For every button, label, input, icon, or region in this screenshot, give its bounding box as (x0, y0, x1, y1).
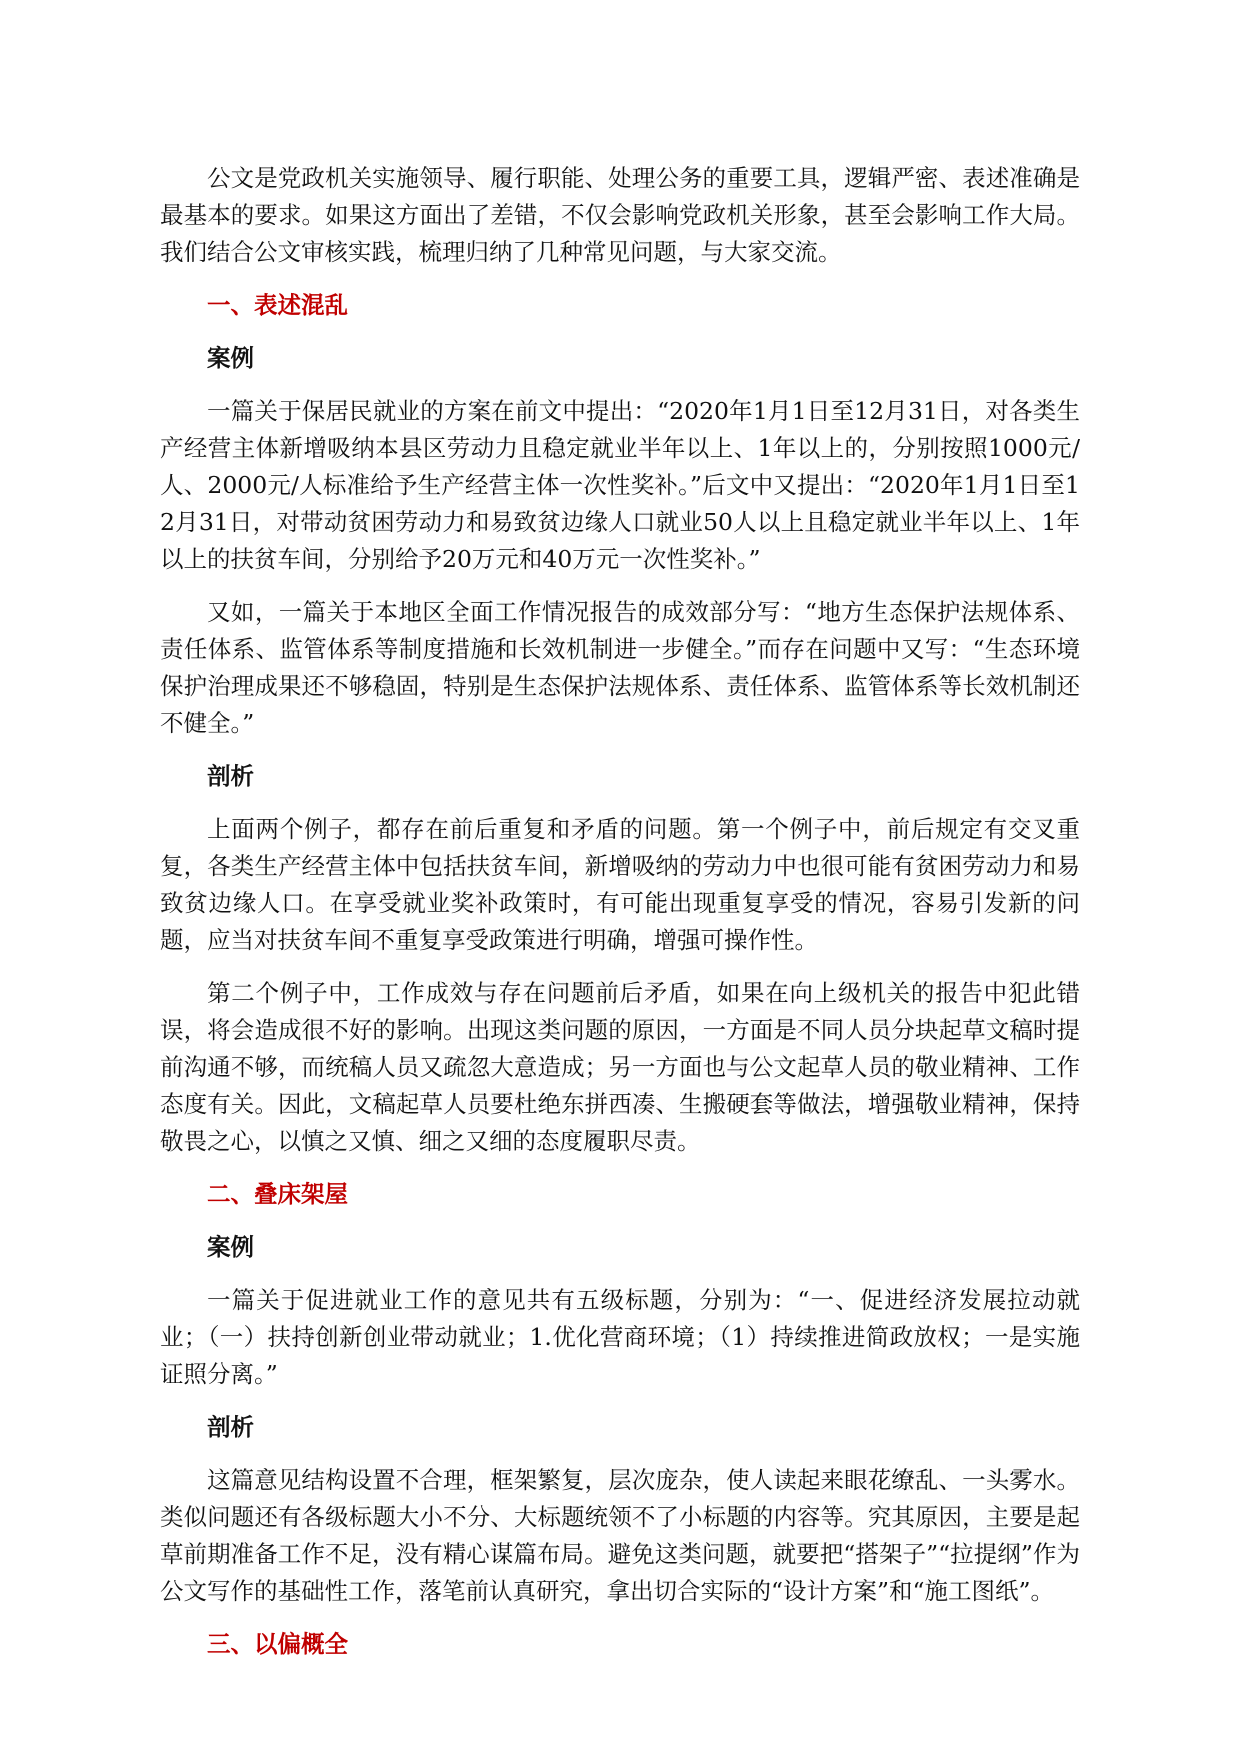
section-2-analysis-paragraph-1: 这篇意见结构设置不合理，框架繁复，层次庞杂，使人读起来眼花缭乱、一头雾水。类似问题还有各级标题大小不分、大标题统领不了小标题的内容等。究其原因，主要是起草前期准备工作不足，没有精心谋篇布局。避免这类问题，就要把“搭架子”“拉提纲”作为公文写作的基础性工作，落笔前认真研究，拿出切合实际的“设计方案”和“施工图纸”。 (160, 1466, 1080, 1605)
section-2-title: 二、叠床架屋 (207, 1180, 348, 1208)
section-2-case-label: 案例 (207, 1233, 254, 1261)
section-1-case-paragraph-2: 又如，一篇关于本地区全面工作情况报告的成效部分写：“地方生态保护法规体系、责任体系、监管体系等制度措施和长效机制进一步健全。”而存在问题中又写：“生态环境保护治理成果还不够稳固，特别是生态保护法规体系、责任体系、监管体系等长效机制还不健全。” (160, 598, 1080, 737)
section-1-case-paragraph-1: 一篇关于保居民就业的方案在前文中提出：“2020年1月1日至12月31日，对各类生产经营主体新增吸纳本县区劳动力且稳定就业半年以上、1年以上的，分别按照1000元/人、2000元/人标准给予生产经营主体一次性奖补。”后文中又提出：“2020年1月1日至12月31日，对带动贫困劳动力和易致贫边缘人口就业50人以上且稳定就业半年以上、1年以上的扶贫车间，分别给予20万元和40万元一次性奖补。” (160, 397, 1080, 573)
section-2-case-paragraph-1: 一篇关于促进就业工作的意见共有五级标题，分别为：“一、促进经济发展拉动就业；（一）扶持创新创业带动就业；1.优化营商环境；（1）持续推进简政放权；一是实施证照分离。” (160, 1286, 1080, 1388)
section-1-analysis-paragraph-1: 上面两个例子，都存在前后重复和矛盾的问题。第一个例子中，前后规定有交叉重复，各类生产经营主体中包括扶贫车间，新增吸纳的劳动力中也很可能有贫困劳动力和易致贫边缘人口。在享受就业奖补政策时，有可能出现重复享受的情况，容易引发新的问题，应当对扶贫车间不重复享受政策进行明确，增强可操作性。 (160, 815, 1080, 954)
section-1-analysis-paragraph-2: 第二个例子中，工作成效与存在问题前后矛盾，如果在向上级机关的报告中犯此错误，将会造成很不好的影响。出现这类问题的原因，一方面是不同人员分块起草文稿时提前沟通不够，而统稿人员又疏忽大意造成；另一方面也与公文起草人员的敬业精神、工作态度有关。因此，文稿起草人员要杜绝东拼西凑、生搬硬套等做法，增强敬业精神，保持敬畏之心，以慎之又慎、细之又细的态度履职尽责。 (160, 979, 1080, 1155)
intro-paragraph: 公文是党政机关实施领导、履行职能、处理公务的重要工具，逻辑严密、表述准确是最基本的要求。如果这方面出了差错，不仅会影响党政机关形象，甚至会影响工作大局。我们结合公文审核实践，梳理归纳了几种常见问题，与大家交流。 (160, 164, 1080, 266)
document-body (160, 160, 1080, 1679)
section-3-title: 三、以偏概全 (207, 1630, 348, 1658)
section-1-analysis-label: 剖析 (207, 762, 254, 790)
section-1-case-label: 案例 (207, 344, 254, 372)
section-2-analysis-label: 剖析 (207, 1413, 254, 1441)
section-1-title: 一、表述混乱 (207, 291, 348, 319)
